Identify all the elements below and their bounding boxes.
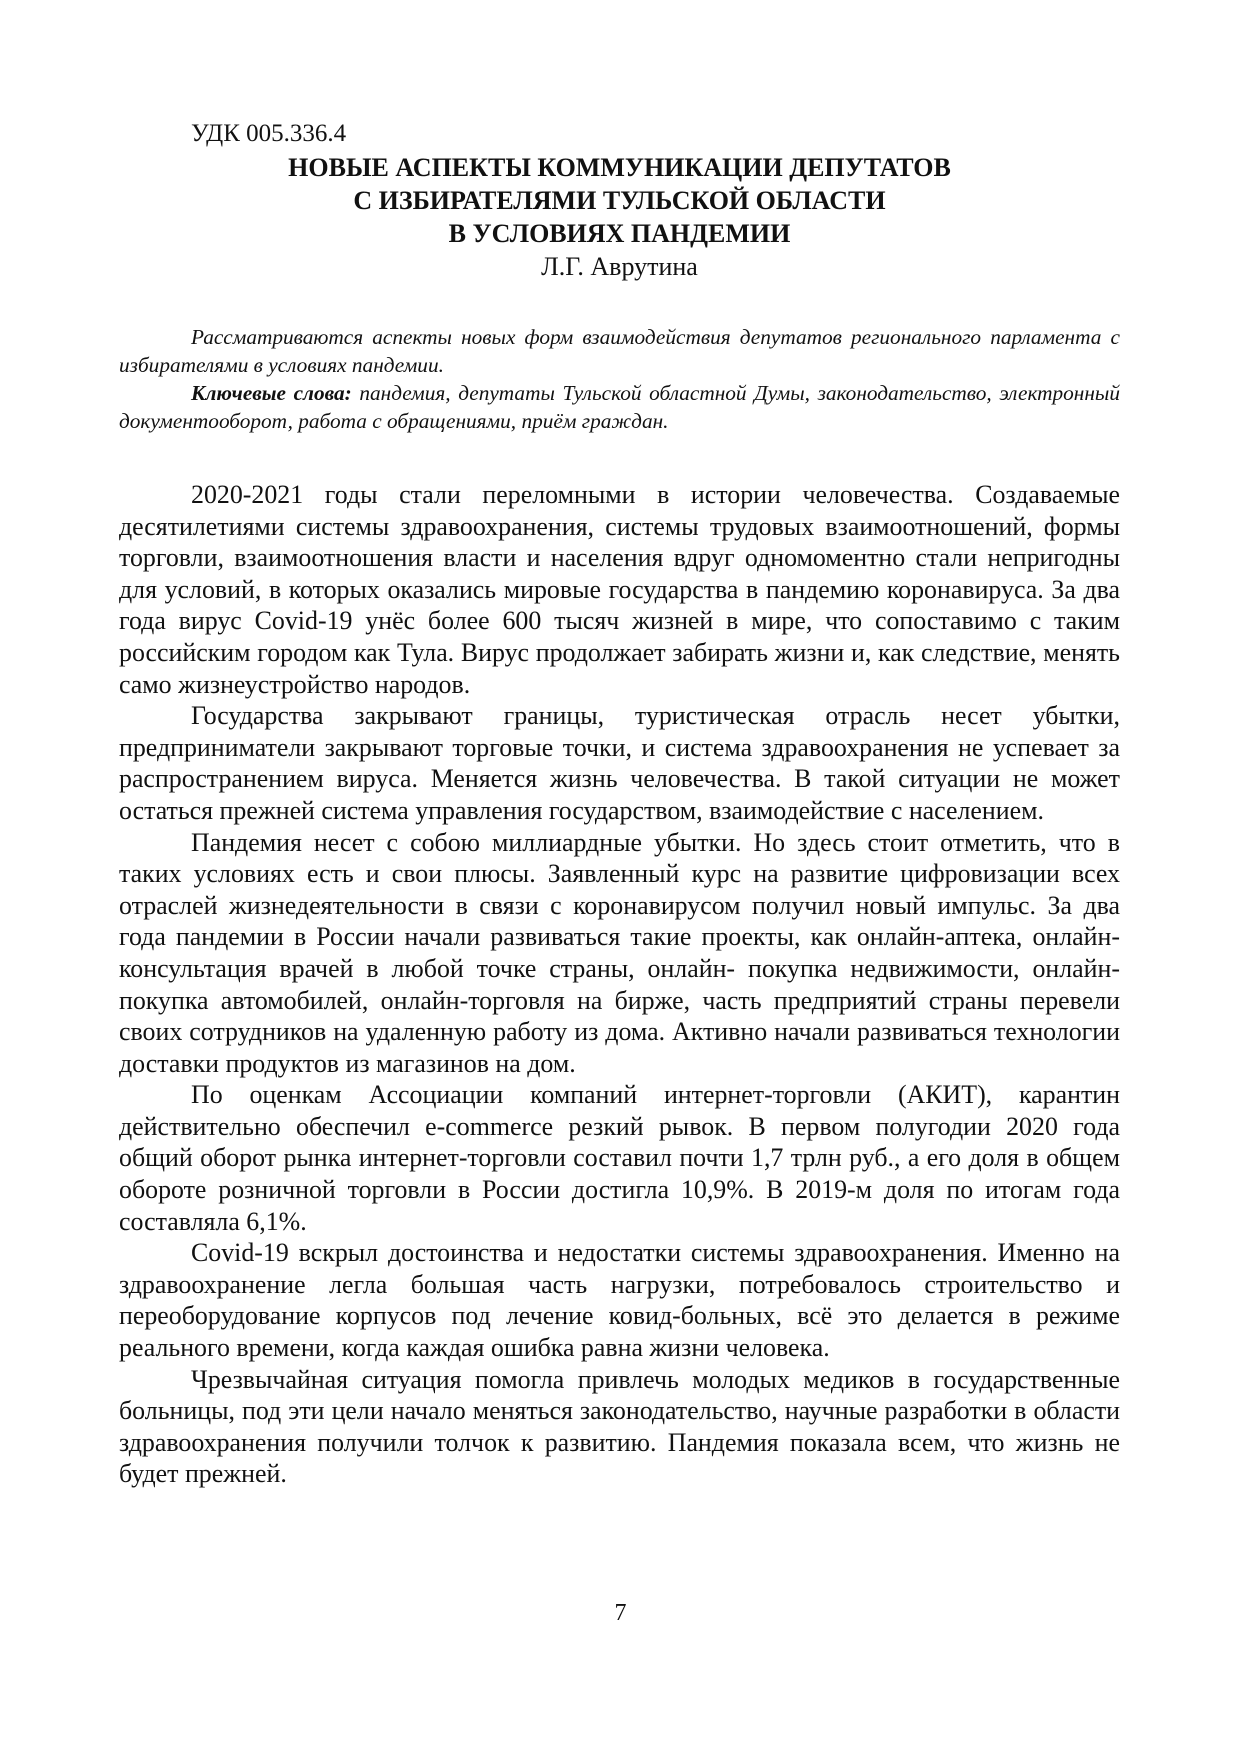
- body-paragraph: Государства закрывают границы, туристическая отрасль несет убытки, предприниматели закрывают торговые точки, и система здравоохранения не успевает за распространением вируса. Меняется жизнь человечества. В такой ситуации не может остаться прежней система управления государством, взаимодействие с населением.: [119, 701, 1120, 825]
- body-paragraph: 2020-2021 годы стали переломными в истории человечества. Создаваемые десятилетиями системы здравоохранения, системы трудовых взаимоотношений, формы торговли, взаимоотношения власти и населения вдруг одномоментно стали непригодны для условий, в которых оказались мировые государства в пандемию коронавируса. За два года вирус Covid-19 унёс более 600 тысяч жизней в мире, что сопоставимо с таким российским городом как Тула. Вирус продолжает забирать жизни и, как следствие, менять само жизнеустройство народов.: [119, 480, 1120, 699]
- abstract-text: Рассматриваются аспекты новых форм взаимодействия депутатов регионального парламента с избирателями в условиях пандемии.: [119, 325, 1120, 377]
- body-paragraph: По оценкам Ассоциации компаний интернет-торговли (АКИТ), карантин действительно обеспечил e-commerce резкий рывок. В первом полугодии 2020 года общий оборот рынка интернет-торговли составил почти 1,7 трлн руб., а его доля в общем обороте розничной торговли в России достигла 10,9%. В 2019-м доля по итогам года составляла 6,1%.: [119, 1080, 1120, 1236]
- article-body: [119, 479, 1120, 1490]
- article-title-line: НОВЫЕ АСПЕКТЫ КОММУНИКАЦИИ ДЕПУТАТОВ: [288, 153, 951, 182]
- article-page: [119, 118, 1120, 1490]
- body-paragraph: Чрезвычайная ситуация помогла привлечь молодых медиков в государственные больницы, под эти цели начало меняться законодательство, научные разработки в области здравоохранения получили толчок к развитию. Пандемия показала всем, что жизнь не будет прежней.: [119, 1364, 1120, 1489]
- article-title-line: С ИЗБИРАТЕЛЯМИ ТУЛЬСКОЙ ОБЛАСТИ: [353, 186, 886, 215]
- body-paragraph: Covid-19 вскрыл достоинства и недостатки системы здравоохранения. Именно на здравоохранение легла большая часть нагрузки, потребовалось строительство и переоборудование корпусов под лечение ковид-больных, всё это делается в режиме реального времени, когда каждая ошибка равна жизни человека.: [119, 1238, 1120, 1363]
- page-number: 7: [614, 1600, 627, 1626]
- article-title: [119, 151, 1120, 250]
- keywords-line: [119, 379, 1120, 435]
- body-paragraph: Пандемия несет с собою миллиардные убытки. Но здесь стоит отметить, что в таких условиях есть и свои плюсы. Заявленный курс на развитие цифровизации всех отраслей жизнедеятельности в связи с коронавирусом получил новый импульс. За два года пандемии в России начали развиваться такие проекты, как онлайн-аптека, онлайн-консультация врачей в любой точке страны, онлайн- покупка недвижимости, онлайн-покупка автомобилей, онлайн-торговля на бирже, часть предприятий страны перевели своих сотрудников на удаленную работу из дома. Активно начали развиваться технологии доставки продуктов из магазинов на дом.: [119, 827, 1120, 1078]
- keywords-list: пандемия, депутаты Тульской областной Думы, законодательство, электронный документооборот, работа с обращениями, приём граждан.: [119, 381, 1121, 433]
- udk-code: УДК 005.336.4: [191, 120, 347, 147]
- article-title-line: В УСЛОВИЯХ ПАНДЕМИИ: [448, 219, 791, 248]
- author-name: Л.Г. Аврутина: [541, 252, 698, 281]
- abstract-block: [119, 323, 1120, 435]
- keywords-label: Ключевые слова:: [191, 381, 352, 405]
